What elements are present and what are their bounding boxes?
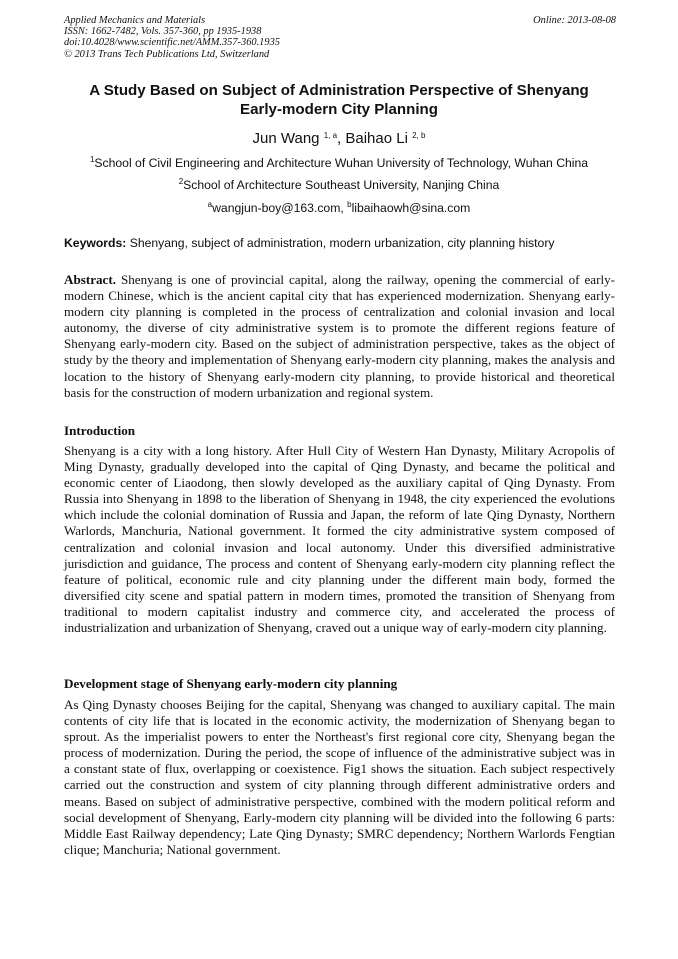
keywords <box>64 236 624 251</box>
copyright-line: © 2013 Trans Tech Publications Ltd, Switzerland <box>64 48 270 60</box>
affiliation-2 <box>0 178 678 193</box>
email-b: libaihaowh@sina.com <box>351 201 471 215</box>
author-2-affiliation: 2, b <box>412 131 426 140</box>
title-line-1: A Study Based on Subject of Administration Perspective of Shenyang <box>89 82 589 99</box>
issn-line: ISSN: 1662-7482, Vols. 357-360, pp 1935-1938 <box>64 26 262 38</box>
author-1-affiliation: 1, a <box>323 131 338 140</box>
section-heading-development: Development stage of Shenyang early-modern city planning <box>64 676 398 691</box>
online-date: Online: 2013-08-08 <box>533 15 616 26</box>
doi-line: doi:10.4028/www.scientific.net/AMM.357-360.1935 <box>64 37 280 49</box>
introduction-paragraph: Shenyang is a city with a long history. After Hull City of Western Han Dynasty, Military Acropolis of Ming Dynasty, gradually developed into the capital of Qing Dynasty, and became the political and economic center of Liaodong, then slowly developed as the auxiliary capital of Qing Dynasty. From Russia into Shenyang in 1898 to the liberation of Shenyang in 1948, the city experienced the evolutions which include the colonial domination of Russia and Japan, the reform of late Qing Dynasty, Northern Warlords, Manchuria, National government. It formed the city administrative system composed of centralization and colonial invasion and local autonomy. Under this diversified administrative jurisdiction and guidance, The process and content of Shenyang early-modern city planning reflect the feature of political, economic rule and city planning under the different main body, formed the diversified city scene and spatial pattern in modern times, promoted the transition of Shenyang from traditional to modern capitalist industry and commerce city, and accelerated the process of industrialization and urbanization of Shenyang, craved out a unique way of early-modern city planning. <box>64 443 615 636</box>
affiliation-1-mark: 1 <box>89 155 95 164</box>
abstract-label: Abstract. <box>64 272 116 287</box>
development-paragraph: As Qing Dynasty chooses Beijing for the capital, Shenyang was changed to auxiliary capital. The main contents of city life that is located in the economic activity, the modernization of Shenyang began to sprout. As the imperialist powers to enter the Northeast's first regional core city, Shenyang began the process of modernization. During the period, the scope of influence of the administrative subject was in a constant state of flux, overlapping or coexistence. Fig1 shows the situation. Each subject respectively carried out the construction and system of city planning through different administrative orders and means. Based on subject of administrative perspective, combined with the modern political reform and social development of Shenyang, Early-modern city planning will be divided into the following 6 parts: Middle East Railway dependency; Late Qing Dynasty; SMRC dependency; Northern Warlords Fengtian clique; Manchuria; National government. <box>64 697 615 857</box>
section-heading-introduction: Introduction <box>64 423 136 438</box>
author-2: Baihao Li <box>345 130 408 147</box>
keywords-label: Keywords: <box>64 236 127 250</box>
journal-name: Applied Mechanics and Materials <box>64 15 206 26</box>
publication-header <box>64 15 616 60</box>
title-line-2: Early-modern City Planning <box>240 101 438 118</box>
email-a: wangjun-boy@163.com, <box>212 201 348 215</box>
abstract <box>64 272 615 401</box>
author-separator: , <box>337 130 346 147</box>
abstract-text: Shenyang is one of provincial capital, along the railway, opening the commercial of early-modern Chinese, which is the ancient capital city that has experienced modernization. Shenyang early-modern city planning is completed in the process of centralization and colonial invasion and local autonomy, the diverse of city administrative system is to promote the different regions feature of Shenyang early-modern city. Based on the subject of administration perspective, takes as the object of study by the theory and implementation of Shenyang early-modern city planning, makes the analysis and location to the history of Shenyang early-modern city planning, to provide historical and theoretical basis for the construction of modern urbanization and regional system. <box>64 272 615 400</box>
author-list <box>0 130 678 148</box>
affiliation-1 <box>0 156 678 171</box>
author-emails <box>0 201 678 216</box>
affiliation-2-text: School of Architecture Southeast University, Nanjing China <box>183 178 500 192</box>
affiliation-1-text: School of Civil Engineering and Architecture Wuhan University of Technology, Wuhan China <box>94 156 589 170</box>
author-1: Jun Wang <box>252 130 320 147</box>
affiliation-2-mark: 2 <box>178 177 184 186</box>
paper-title <box>44 81 634 119</box>
email-a-mark: a <box>207 200 213 209</box>
keywords-text: Shenyang, subject of administration, modern urbanization, city planning history <box>126 236 555 250</box>
email-b-mark: b <box>347 200 352 209</box>
